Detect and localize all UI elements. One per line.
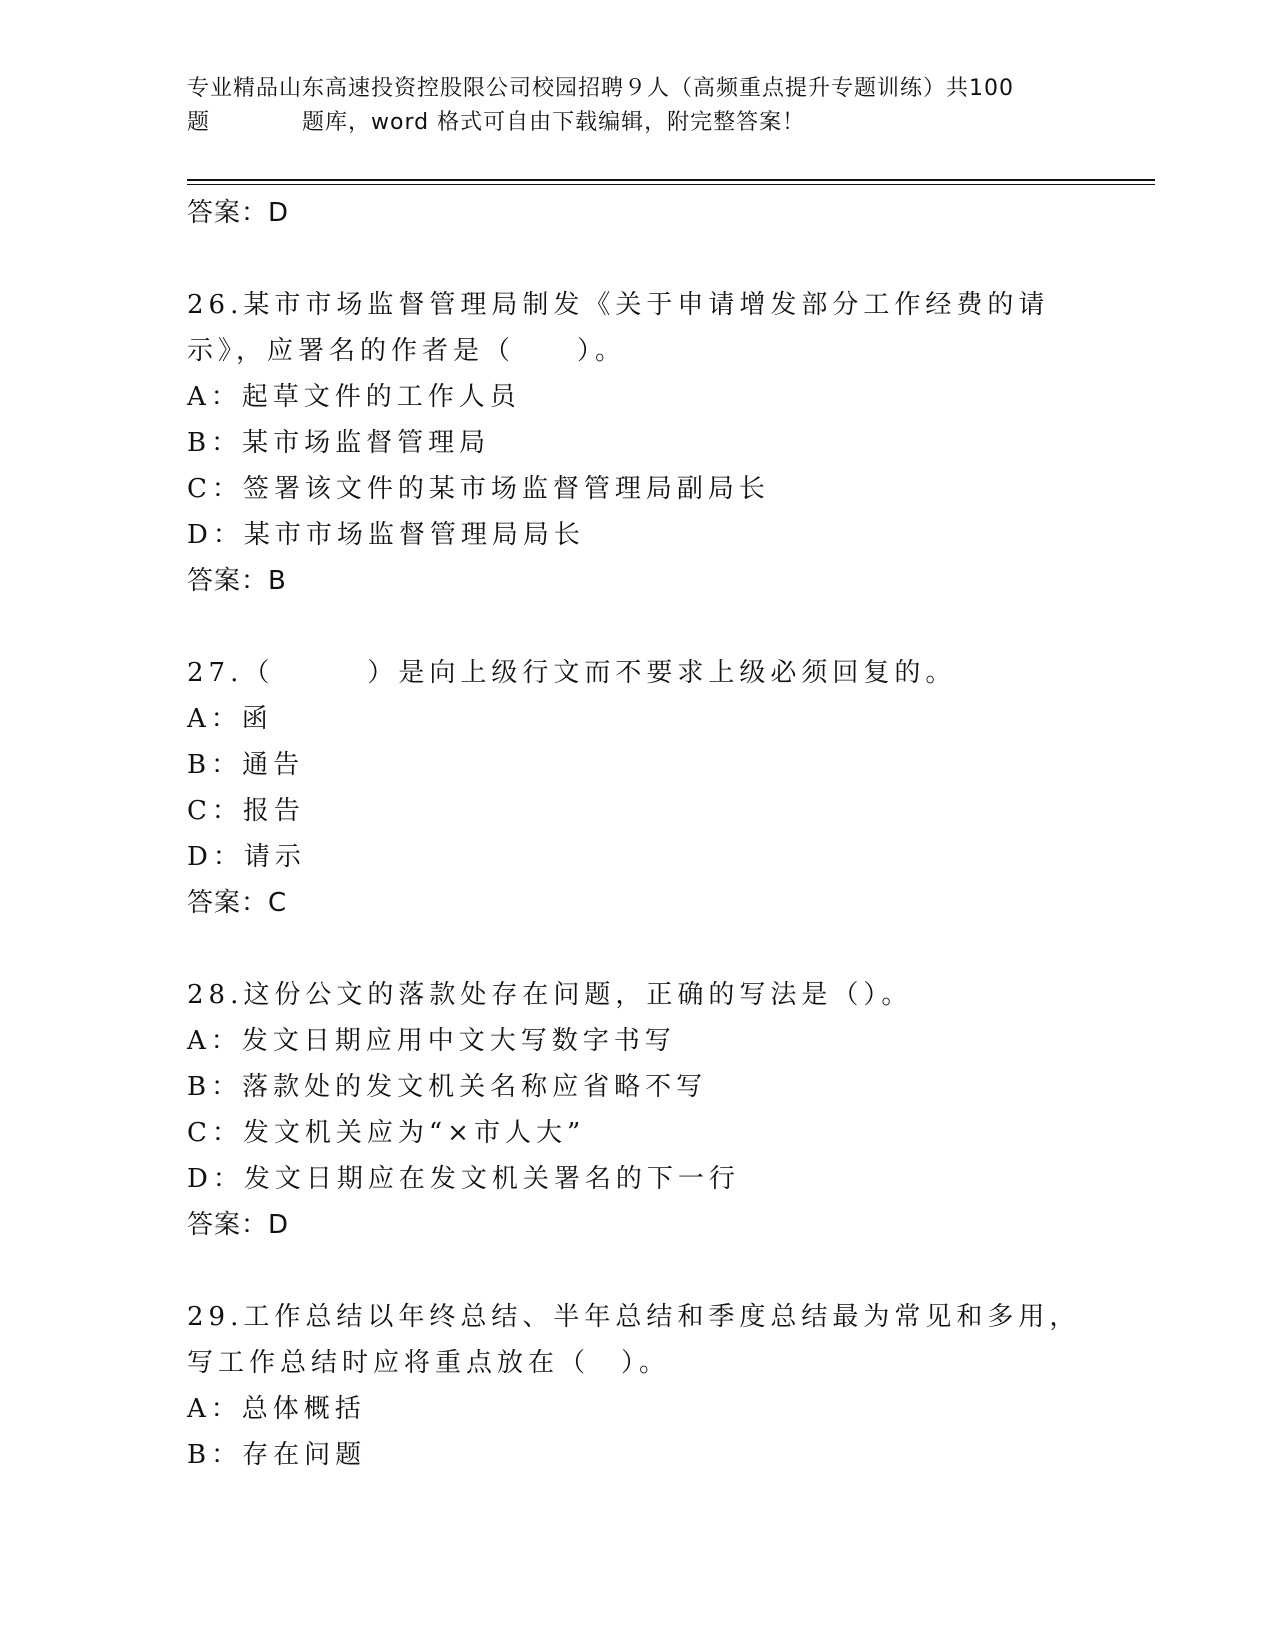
option-a: A：总体概括 bbox=[187, 1394, 366, 1424]
option-c: C：签署该文件的某市场监督管理局副局长 bbox=[187, 474, 770, 504]
option-d: D：发文日期应在发文机关署名的下一行 bbox=[187, 1164, 740, 1194]
spacer bbox=[187, 926, 1087, 972]
question-block bbox=[187, 1294, 1087, 1478]
question-list bbox=[187, 190, 1087, 1478]
question-text: 26.某市市场监督管理局制发《关于申请增发部分工作经费的请示》，应署名的作者是（ ）。 bbox=[187, 290, 1050, 366]
question-text: 28.这份公文的落款处存在问题，正确的写法是（）。 bbox=[187, 980, 913, 1010]
option-a: A：发文日期应用中文大写数字书写 bbox=[187, 1026, 676, 1056]
option-c: C：报告 bbox=[187, 796, 305, 826]
header-divider bbox=[187, 179, 1155, 181]
header-title-line-1: 专业精品山东高速投资控股限公司校园招聘９人（高频重点提升专题训练）共100 bbox=[187, 76, 1014, 101]
question-text: 29.工作总结以年终总结、半年总结和季度总结最为常见和多用，写工作总结时应将重点放在（ ）。 bbox=[187, 1302, 1081, 1378]
option-b: B：存在问题 bbox=[187, 1440, 367, 1470]
answer-line: 答案：B bbox=[187, 566, 287, 596]
option-a: A：起草文件的工作人员 bbox=[187, 382, 521, 412]
spacer bbox=[187, 604, 1087, 650]
question-block bbox=[187, 282, 1087, 604]
spacer bbox=[187, 236, 1087, 282]
spacer bbox=[187, 1248, 1087, 1294]
question-block bbox=[187, 650, 1087, 926]
answer-line: 答案：D bbox=[187, 198, 290, 228]
option-c: C：发文机关应为“×市人大” bbox=[187, 1118, 586, 1148]
option-b: B：落款处的发文机关名称应省略不写 bbox=[187, 1072, 708, 1102]
question-text: 27.（ ）是向上级行文而不要求上级必须回复的。 bbox=[187, 658, 957, 688]
option-d: D：某市市场监督管理局局长 bbox=[187, 520, 585, 550]
option-a: A：函 bbox=[187, 704, 273, 734]
document-header bbox=[187, 72, 1087, 140]
option-b: B：某市场监督管理局 bbox=[187, 428, 491, 458]
question-block bbox=[187, 972, 1087, 1248]
answer-line: 答案：C bbox=[187, 888, 288, 918]
option-d: D：请示 bbox=[187, 842, 306, 872]
header-divider-thin bbox=[187, 184, 1155, 185]
answer-line: 答案：D bbox=[187, 1210, 290, 1240]
header-title-line-2: 题 题库，word 格式可自由下载编辑，附完整答案！ bbox=[187, 110, 806, 135]
option-b: B：通告 bbox=[187, 750, 305, 780]
